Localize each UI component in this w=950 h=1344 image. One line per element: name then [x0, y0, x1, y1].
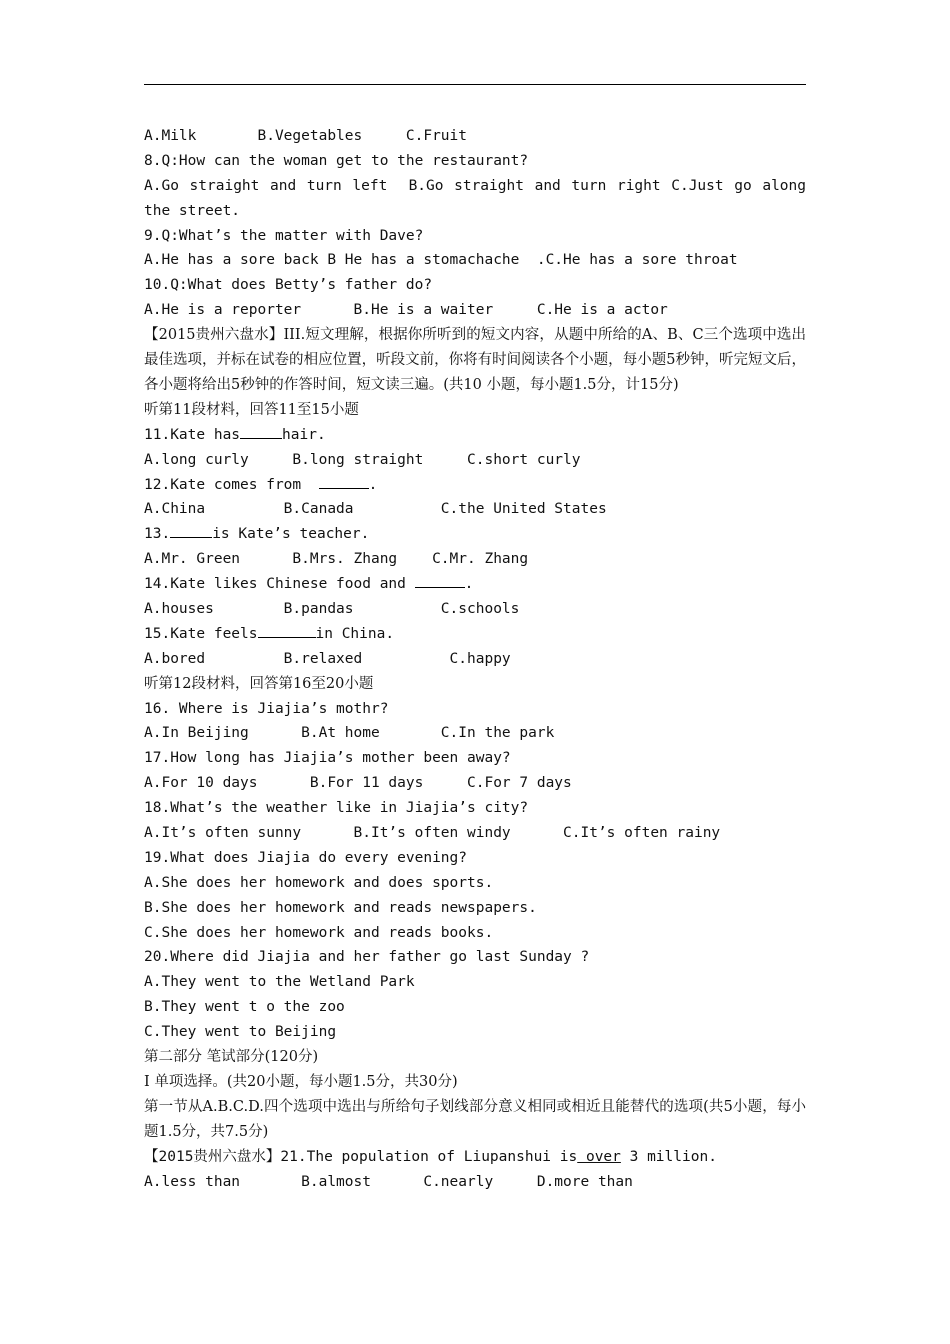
q10-options: A.He is a reporter B.He is a waiter C.He is a actor — [144, 302, 668, 319]
q9-question: 9.Q:What’s the matter with Dave? — [144, 227, 424, 244]
q21-options: A.less than B.almost C.nearly D.more than — [144, 1173, 633, 1190]
answer-blank — [170, 522, 212, 538]
q20-question: 20.Where did Jiajia and her father go last Sunday ? — [144, 949, 590, 966]
q14-options: A.houses B.pandas C.schools — [144, 601, 520, 617]
q20-option-b: B.They went t o the zoo — [144, 999, 345, 1016]
part-two-heading: 第二部分 笔试部分(120分) — [144, 1049, 319, 1066]
section-i-heading: I 单项选择。(共20小题，每小题1.5分，共30分) — [144, 1073, 458, 1090]
q17-options: A.For 10 days B.For 11 days C.For 7 days — [144, 775, 572, 792]
q12-text-a: 12.Kate comes from — [144, 476, 319, 493]
q13-text-a: 13. — [144, 526, 171, 543]
q18-options: A.It’s often sunny B.It’s often windy C.It’s often rainy — [144, 825, 721, 842]
q13-text-b: is Kate’s teacher. — [212, 526, 370, 543]
q18-question: 18.What’s the weather like in Jiajia’s city? — [144, 800, 529, 817]
q15-question — [144, 622, 806, 647]
q12-text-b: . — [368, 476, 378, 493]
q19-option-c: C.She does her homework and reads books. — [144, 924, 494, 941]
q14-text-b: . — [464, 576, 474, 593]
header-rule — [144, 84, 806, 85]
answer-blank — [319, 473, 369, 489]
passage-12-heading: 听第12段材料，回答第16至20小题 — [144, 675, 374, 692]
q8-question: 8.Q:How can the woman get to the restaurant? — [144, 152, 529, 169]
q16-options: A.In Beijing B.At home C.In the park — [144, 725, 555, 742]
q20-option-c: C.They went to Beijing — [144, 1024, 337, 1041]
q7-options: A.Milk B.Vegetables C.Fruit — [144, 128, 468, 144]
q19-option-b: B.She does her homework and reads newspapers. — [144, 899, 537, 916]
q21-underlined-word: over — [577, 1148, 621, 1165]
q11-question — [144, 423, 806, 448]
q11-text-b: hair. — [282, 426, 326, 443]
q15-text-b: in China. — [315, 625, 395, 642]
q11-options: A.long curly B.long straight C.short curly — [144, 451, 581, 468]
q10-question: 10.Q:What does Betty’s father do? — [144, 277, 433, 294]
q21-text-c: 3 million. — [620, 1148, 717, 1165]
q15-text-a: 15.Kate feels — [144, 625, 258, 642]
q14-question — [144, 572, 806, 597]
q12-question — [144, 473, 806, 498]
q21-text-a: 【2015贵州六盘水】21.The population of Liupanshui is — [144, 1148, 578, 1165]
q13-question — [144, 522, 806, 547]
q20-option-a: A.They went to the Wetland Park — [144, 974, 415, 991]
q15-options: A.bored B.relaxed C.happy — [144, 650, 511, 667]
q19-question: 19.What does Jiajia do every evening? — [144, 849, 468, 866]
section-iii-instructions: 【2015贵州六盘水】III.短文理解，根据你所听到的短文内容，从题中所给的A、B、C三个选项中选出最佳选项，并标在试卷的相应位置，听段文前，你将有时间阅读各个小题，每小题5秒钟，听完短文后，各小题将给出5秒钟的作答时间，短文读三遍。(共10 小题，每小题1.5分，计15分) — [144, 327, 806, 393]
q21-question — [144, 1145, 806, 1170]
q8-options: A.Go straight and turn left B.Go straight and turn right C.Just go along the street. — [144, 177, 815, 219]
q11-text-a: 11.Kate has — [144, 426, 241, 443]
q14-text-a: 14.Kate likes Chinese food and — [144, 576, 415, 593]
q12-options: A.China B.Canada C.the United States — [144, 501, 607, 518]
section-one-instructions: 第一节从A.B.C.D.四个选项中选出与所给句子划线部分意义相同或相近且能替代的选项(共5小题，每小题1.5分，共7.5分) — [144, 1098, 806, 1140]
q17-question: 17.How long has Jiajia’s mother been away? — [144, 750, 511, 767]
answer-blank — [258, 622, 316, 638]
q13-options: A.Mr. Green B.Mrs. Zhang C.Mr. Zhang — [144, 551, 529, 568]
answer-blank — [240, 423, 282, 439]
exam-content — [144, 124, 815, 1194]
q9-options: A.He has a sore back B He has a stomachache .C.He has a sore throat — [144, 252, 738, 269]
passage-11-heading: 听第11段材料，回答11至15小题 — [144, 401, 359, 418]
q19-option-a: A.She does her homework and does sports. — [144, 874, 494, 891]
answer-blank — [415, 572, 465, 588]
q16-question: 16. Where is Jiajia’s mothr? — [144, 700, 389, 717]
